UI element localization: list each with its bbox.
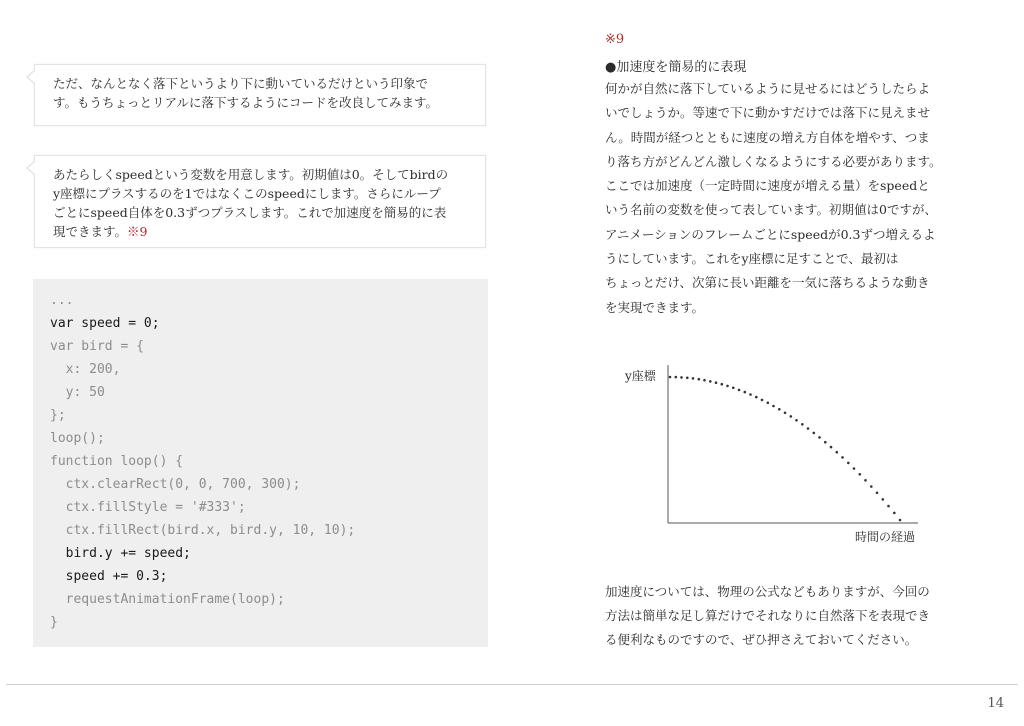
callout-line: [53, 222, 473, 241]
note-line: うにしています。これをy座標に足すことで、最初は: [605, 251, 899, 267]
data-point: [675, 376, 678, 379]
code-line: loop();: [50, 431, 105, 446]
callout-line: ただ、なんとなく落下というより下に動いているだけという印象で: [53, 76, 429, 91]
data-point: [703, 379, 706, 382]
data-point: [709, 380, 712, 383]
data-point: [692, 377, 695, 380]
footer-divider: [6, 684, 1018, 685]
data-point: [784, 412, 787, 415]
code-line: bird.y += speed;: [50, 546, 191, 561]
data-point: [778, 408, 781, 411]
callout-line: y座標にプラスするのを1ではなくこのspeedにします。さらにループ: [53, 186, 441, 201]
data-point: [744, 391, 747, 394]
callout-pointer: [26, 69, 35, 85]
data-point: [876, 492, 879, 495]
code-line: };: [50, 408, 66, 423]
data-point: [669, 376, 672, 379]
bottom-paragraph: [605, 580, 930, 653]
data-point: [795, 419, 798, 422]
data-point: [824, 441, 827, 444]
code-line: x: 200,: [50, 362, 121, 377]
callout-note-1: [34, 64, 486, 126]
data-point: [853, 467, 856, 470]
data-point: [715, 381, 718, 384]
data-point: [813, 432, 816, 435]
code-line: requestAnimationFrame(loop);: [50, 592, 285, 607]
data-point: [882, 498, 885, 501]
data-point: [772, 405, 775, 408]
note-line: り落ち方がどんどん激しくなるようにする必要があります。: [605, 153, 942, 169]
data-point: [818, 436, 821, 439]
data-point: [836, 451, 839, 454]
callout-note-2: [34, 155, 486, 248]
code-line: ctx.fillStyle = '#333';: [50, 500, 246, 515]
code-line: var bird = {: [50, 339, 144, 354]
code-line: ...: [50, 293, 74, 308]
note-line: ここでは加速度（一定時間に速度が増える量）をspeedと: [605, 178, 930, 194]
note-line: いでしょうか。等速で下に動かすだけでは落下に見えませ: [605, 105, 931, 121]
code-line: function loop() {: [50, 454, 184, 469]
note-line: 何かが自然に落下しているように見せるにはどうしたらよ: [605, 81, 931, 96]
data-points: [669, 376, 902, 522]
code-line: ctx.fillRect(bird.x, bird.y, 10, 10);: [50, 523, 356, 538]
data-point: [749, 393, 752, 396]
data-point: [755, 396, 758, 399]
data-point: [761, 399, 764, 402]
callout-pointer: [26, 160, 35, 176]
note-heading: ●加速度を簡易的に表現: [605, 60, 747, 75]
callout-line: ごとにspeed自体を0.3ずつプラスします。これで加速度を簡易的に表: [53, 205, 447, 220]
data-point: [801, 423, 804, 426]
data-point: [732, 387, 735, 390]
note-line: を実現できます。: [605, 299, 705, 315]
callout-line: あたらしくspeedという変数を用意します。初期値は0。そしてbirdの: [53, 167, 449, 182]
data-point: [870, 485, 873, 488]
data-point: [698, 378, 701, 381]
data-point: [841, 456, 844, 459]
data-point: [864, 479, 867, 482]
data-point: [767, 402, 770, 405]
bottom-line: 方法は簡単な足し算だけでそれなりに自然落下を表現でき: [605, 608, 931, 624]
data-point: [790, 415, 793, 418]
data-point: [830, 446, 833, 449]
bottom-line: 加速度については、物理の公式などもありますが、今回の: [605, 584, 930, 599]
footnote-ref: ※9: [127, 224, 148, 239]
data-point: [899, 519, 902, 522]
note-line: ちょっとだけ、次第に長い距離を一気に落ちるような動き: [605, 275, 930, 291]
page-number: 14: [987, 696, 1004, 711]
code-block: [33, 279, 488, 647]
data-point: [887, 505, 890, 508]
data-point: [847, 462, 850, 465]
code-line: speed += 0.3;: [50, 569, 168, 584]
note-line: アニメーションのフレームごとにspeedが0.3ずつ増えるよ: [605, 226, 936, 242]
note-line: いう名前の変数を使って表しています。初期値は0ですが、: [605, 202, 937, 218]
acceleration-chart: [600, 355, 940, 555]
code-line: var speed = 0;: [50, 316, 160, 331]
data-point: [893, 512, 896, 515]
bottom-line: る便利なものですので、ぜひ押さえておいてください。: [605, 632, 918, 648]
footnote-marker: ※9: [605, 32, 625, 47]
data-point: [738, 389, 741, 392]
code-line: ctx.clearRect(0, 0, 700, 300);: [50, 477, 301, 492]
data-point: [686, 377, 689, 380]
code-line: }: [50, 615, 58, 630]
note-body: [605, 77, 942, 320]
note-line: ん。時間が経つとともに速度の増え方自体を増やす、つま: [605, 129, 930, 145]
x-axis-label: 時間の経過: [855, 530, 916, 544]
data-point: [726, 385, 729, 388]
code-line: y: 50: [50, 385, 105, 400]
callout-line-text: 現できます。: [53, 224, 128, 239]
data-point: [859, 473, 862, 476]
callout-line: す。もうちょっとリアルに落下するようにコードを改良してみます。: [53, 95, 439, 110]
y-axis-label: y座標: [625, 369, 656, 383]
data-point: [721, 383, 724, 386]
data-point: [807, 427, 810, 430]
data-point: [680, 376, 683, 379]
